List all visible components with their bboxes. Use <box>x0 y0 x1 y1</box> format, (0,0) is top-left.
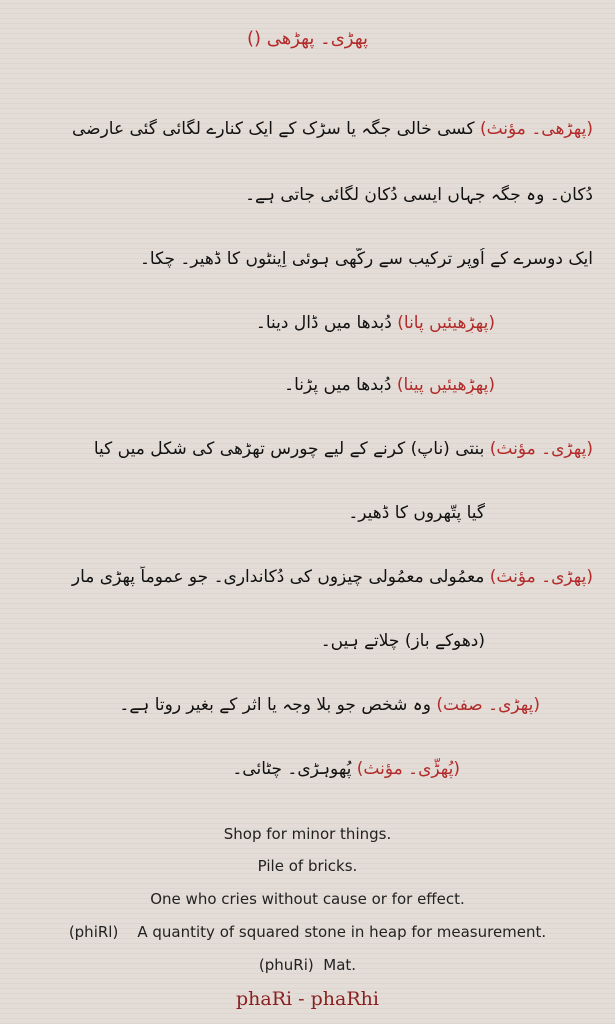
entry-text: دُبدھا میں ڈال دینا۔ <box>255 313 392 333</box>
entry-label: (پھڑھی۔ مؤنث) <box>479 119 593 139</box>
english-line-4: (phiRl) A quantity of squared stone in heap for measurement. <box>68 923 547 941</box>
urdu-line-11 <box>22 758 460 779</box>
entry-text: پُھوہڑی۔ چٹائی۔ <box>232 759 352 779</box>
entry-text: بنتی (ناپ) کرنے کے لیے چورس تھڑھی کی شکل میں کیا <box>93 439 485 459</box>
urdu-line-5 <box>22 374 495 395</box>
entry-text: (دھوکے باز) چلاتے ہیں۔ <box>320 631 485 651</box>
urdu-line-8 <box>22 566 593 587</box>
entry-label: (پھڑِھیئیں پانا) <box>397 313 495 333</box>
urdu-line-9 <box>22 630 485 651</box>
urdu-line-10 <box>22 694 540 715</box>
urdu-line-2 <box>22 184 593 205</box>
entry-label: (پھڑی۔ صفت) <box>436 695 540 715</box>
entry-text: کسی خالی جگہ یا سڑک کے ایک کنارے لگائی گئی عارضی <box>71 119 475 139</box>
entry-text: گیا پتّھروں کا ڈھیر۔ <box>348 503 485 523</box>
english-line-5: (phuRi) Mat. <box>258 956 357 974</box>
entry-label: (پھڑی۔ مؤنث) <box>489 439 593 459</box>
entry-text: وہ شخص جو بلا وجہ یا اثر کے بغیر روتا ہے۔ <box>119 695 431 715</box>
entry-label: (پھڑِھیئیں پینا) <box>396 375 495 395</box>
english-line-1: Shop for minor things. <box>223 825 392 843</box>
english-line-3: One who cries without cause or for effect. <box>150 890 465 908</box>
english-line-2: Pile of bricks. <box>257 857 358 875</box>
urdu-line-3 <box>22 248 593 269</box>
entry-text: معمُولی معمُولی چیزوں کی دُکانداری۔ جو عموماً پھڑی مار <box>71 567 485 587</box>
footer-transliteration: phaRi - phaRhi <box>236 988 379 1010</box>
entry-text: ایک دوسرے کے اُوپر ترکیب سے رکّھی ہوئی اِینٹوں کا ڈھیر۔ چکا۔ <box>139 249 593 269</box>
page-title: پھڑی۔ پھڑھی () <box>246 28 369 49</box>
urdu-line-6 <box>22 438 593 459</box>
urdu-line-4 <box>22 312 495 333</box>
urdu-line-1 <box>22 118 593 139</box>
entry-text: دُکان۔ وہ جگہ جہاں ایسی دُکان لگائی جاتی ہے۔ <box>245 185 593 205</box>
entry-label: (پُھڑّی۔ مؤنث) <box>356 759 460 779</box>
urdu-line-7 <box>22 502 485 523</box>
entry-label: (پھڑی۔ مؤنث) <box>489 567 593 587</box>
entry-text: دُبدھا میں پڑنا۔ <box>284 375 392 395</box>
